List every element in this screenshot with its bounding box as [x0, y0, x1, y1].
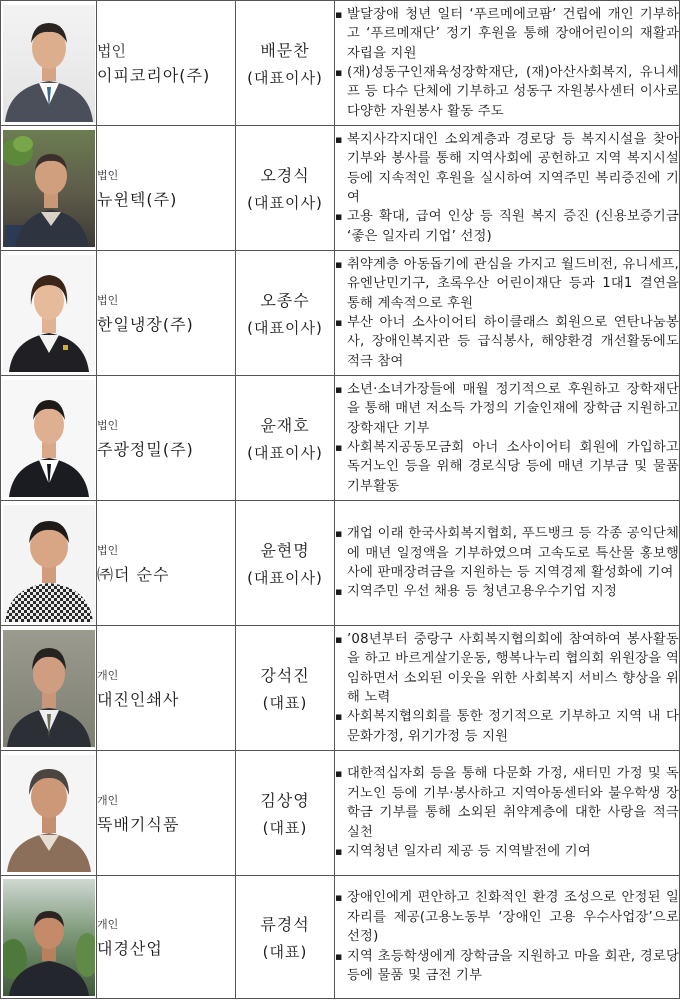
contribution-list — [335, 380, 679, 496]
photo-cell — [1, 126, 97, 251]
representative-title: (대표) — [262, 694, 308, 712]
organization-cell — [97, 251, 236, 376]
representative-name: 윤재호 — [260, 416, 310, 435]
table-row — [1, 251, 680, 376]
contribution-item: ▪ ’08년부터 중랑구 사회복지협의회에 참여하여 봉사활동을 하고 바르게살기운동, 행복나누리 협의회 위원장을 역임하면서 소외된 이웃을 위한 사회복지 서비스 향상을 위해 노력 — [335, 630, 679, 708]
table-row — [1, 1, 680, 126]
contribution-cell — [335, 376, 680, 501]
contribution-cell — [335, 626, 680, 751]
representative-cell — [236, 251, 335, 376]
portrait-photo — [3, 130, 95, 247]
photo-cell — [1, 626, 97, 751]
table-row — [1, 876, 680, 999]
organization-cell — [97, 1, 236, 126]
organization-cell — [97, 501, 236, 626]
representative-title: (대표이사) — [247, 69, 323, 87]
contribution-item: ▪ 지역 초등학생에게 장학금을 지원하고 마을 회관, 경로당 등에 물품 및 금전 기부 — [335, 947, 679, 986]
contribution-item: ▪ 개업 이래 한국사회복지협회, 푸드뱅크 등 각종 공익단체에 매년 일정액을 기부하였으며 고속도로 특산물 홍보행사에 판매장려금을 지원하는 등 지역경제 활성화에 기여 — [335, 524, 679, 582]
representative-title: (대표) — [262, 943, 308, 961]
entity-type: 법인 — [97, 418, 119, 432]
contribution-item: ▪ 장애인에게 편안하고 친화적인 환경 조성으로 안정된 일자리를 제공(고용노동부 ‘장애인 고용 우수사업장’으로 선정) — [335, 888, 679, 946]
contribution-list — [335, 630, 679, 746]
entity-type: 법인 — [97, 42, 126, 60]
organization-name: 한일냉장(주) — [97, 314, 194, 334]
representative-cell — [236, 626, 335, 751]
contribution-item: ▪ 고용 확대, 급여 인상 등 직원 복지 증진 (신용보증기금 ‘좋은 일자리 기업’ 선정) — [335, 207, 679, 246]
representative-title: (대표이사) — [247, 194, 323, 212]
organization-name: 주광정밀(주) — [97, 439, 194, 459]
contribution-item: ▪ 발달장애 청년 일터 ‘푸르메에코팜’ 건립에 개인 기부하고 ‘푸르메재단’ 정기 후원을 통해 장애어린이의 재활과 자립을 지원 — [335, 5, 679, 63]
portrait-photo — [3, 879, 95, 996]
contribution-item: ▪ 복지사각지대인 소외계층과 경로당 등 복지시설을 찾아 기부와 봉사를 통해 지역사회에 공헌하고 지역 복지시설 등에 지속적인 후원을 실시하여 지역주민 복리증진에 기여 — [335, 130, 679, 208]
representative-cell — [236, 126, 335, 251]
portrait-photo — [3, 380, 95, 497]
organization-name: ㈜더 순수 — [97, 564, 170, 584]
photo-cell — [1, 376, 97, 501]
table-row — [1, 376, 680, 501]
table-row — [1, 501, 680, 626]
portrait-photo — [3, 5, 95, 122]
contribution-list — [335, 888, 679, 985]
portrait-photo — [3, 505, 95, 622]
organization-name: 뚝배기식품 — [97, 814, 180, 834]
entity-type: 개인 — [97, 668, 119, 682]
table-row — [1, 126, 680, 251]
representative-title: (대표이사) — [247, 319, 323, 337]
contribution-item: ▪ 지역청년 일자리 제공 등 지역발전에 기여 — [335, 842, 679, 861]
organization-cell — [97, 126, 236, 251]
contribution-item: ▪ (재)성동구인재육성장학재단, (재)아산사회복지, 유니세프 등 다수 단체에 기부하고 성동구 자원봉사센터 이사로 다양한 자원봉사 활동 주도 — [335, 63, 679, 121]
organization-name: 대진인쇄사 — [97, 689, 180, 709]
photo-cell — [1, 501, 97, 626]
contribution-list — [335, 5, 679, 121]
photo-cell — [1, 876, 97, 999]
contribution-list — [335, 524, 679, 602]
contribution-item: ▪ 취약계층 아동돕기에 관심을 가지고 월드비전, 유니세프, 유엔난민기구, 초록우산 어린이재단 등과 1대1 결연을 통해 계속적으로 후원 — [335, 255, 679, 313]
photo-cell — [1, 751, 97, 876]
contribution-cell — [335, 751, 680, 876]
representative-cell — [236, 501, 335, 626]
representative-cell — [236, 876, 335, 999]
contribution-item: ▪ 사회복지공동모금회 아너 소사이어티 회원에 가입하고 독거노인 등을 위해 경로식당 등에 매년 기부금 및 물품 기부활동 — [335, 438, 679, 496]
contribution-item: ▪ 지역주민 우선 채용 등 청년고용우수기업 지정 — [335, 582, 679, 601]
representative-name: 오경식 — [260, 166, 310, 185]
entity-type: 법인 — [97, 543, 119, 557]
contribution-list — [335, 764, 679, 861]
contribution-cell — [335, 1, 680, 126]
organization-cell — [97, 626, 236, 751]
entity-type: 법인 — [97, 293, 119, 307]
representative-cell — [236, 751, 335, 876]
representative-name: 배문찬 — [260, 41, 310, 60]
entity-type: 개인 — [97, 793, 119, 807]
representative-cell — [236, 376, 335, 501]
organization-cell — [97, 376, 236, 501]
contribution-item: ▪ 대한적십자회 등을 통해 다문화 가정, 새터민 가정 및 독거노인 등에 기부·봉사하고 지역아동센터와 불우학생 장학금 기부를 통해 소외된 취약계층에 대한 사랑을 적극 실천 — [335, 764, 679, 842]
representative-name: 김상영 — [260, 791, 310, 810]
table-row — [1, 751, 680, 876]
contribution-list — [335, 130, 679, 246]
organization-cell — [97, 751, 236, 876]
organization-name: 대경산업 — [97, 938, 163, 958]
contribution-cell — [335, 251, 680, 376]
representative-title: (대표이사) — [247, 444, 323, 462]
contribution-list — [335, 255, 679, 371]
representative-name: 강석진 — [260, 666, 310, 685]
organization-cell — [97, 876, 236, 999]
representative-name: 윤현명 — [260, 541, 310, 560]
representative-title: (대표이사) — [247, 569, 323, 587]
contribution-item: ▪ 소년·소녀가장들에 매월 정기적으로 후원하고 장학재단을 통해 매년 저소득 가정의 기술인재에 장학금 지원하고 장학재단 기부 — [335, 380, 679, 438]
entity-type: 법인 — [97, 168, 119, 182]
portrait-photo — [3, 630, 95, 747]
table-row — [1, 626, 680, 751]
representative-cell — [236, 1, 335, 126]
portrait-photo — [3, 755, 95, 872]
contribution-item: ▪ 사회복지협의회를 통한 정기적으로 기부하고 지역 내 다문화가정, 위기가정 등 지원 — [335, 707, 679, 746]
entity-type: 개인 — [97, 917, 119, 931]
contribution-item: ▪ 부산 아너 소사이어티 하이클래스 회원으로 연탄나눔봉사, 장애인복지관 등 급식봉사, 해양환경 개선활동에도 적극 참여 — [335, 313, 679, 371]
contribution-cell — [335, 501, 680, 626]
portrait-photo — [3, 255, 95, 372]
contribution-cell — [335, 126, 680, 251]
photo-cell — [1, 1, 97, 126]
contribution-cell — [335, 876, 680, 999]
representative-name: 류경석 — [260, 915, 310, 934]
photo-cell — [1, 251, 97, 376]
representative-name: 오종수 — [260, 291, 310, 310]
organization-name: 뉴윈텍(주) — [97, 189, 178, 209]
organization-name: 이피코리아(주) — [97, 66, 211, 85]
representative-title: (대표) — [262, 819, 308, 837]
